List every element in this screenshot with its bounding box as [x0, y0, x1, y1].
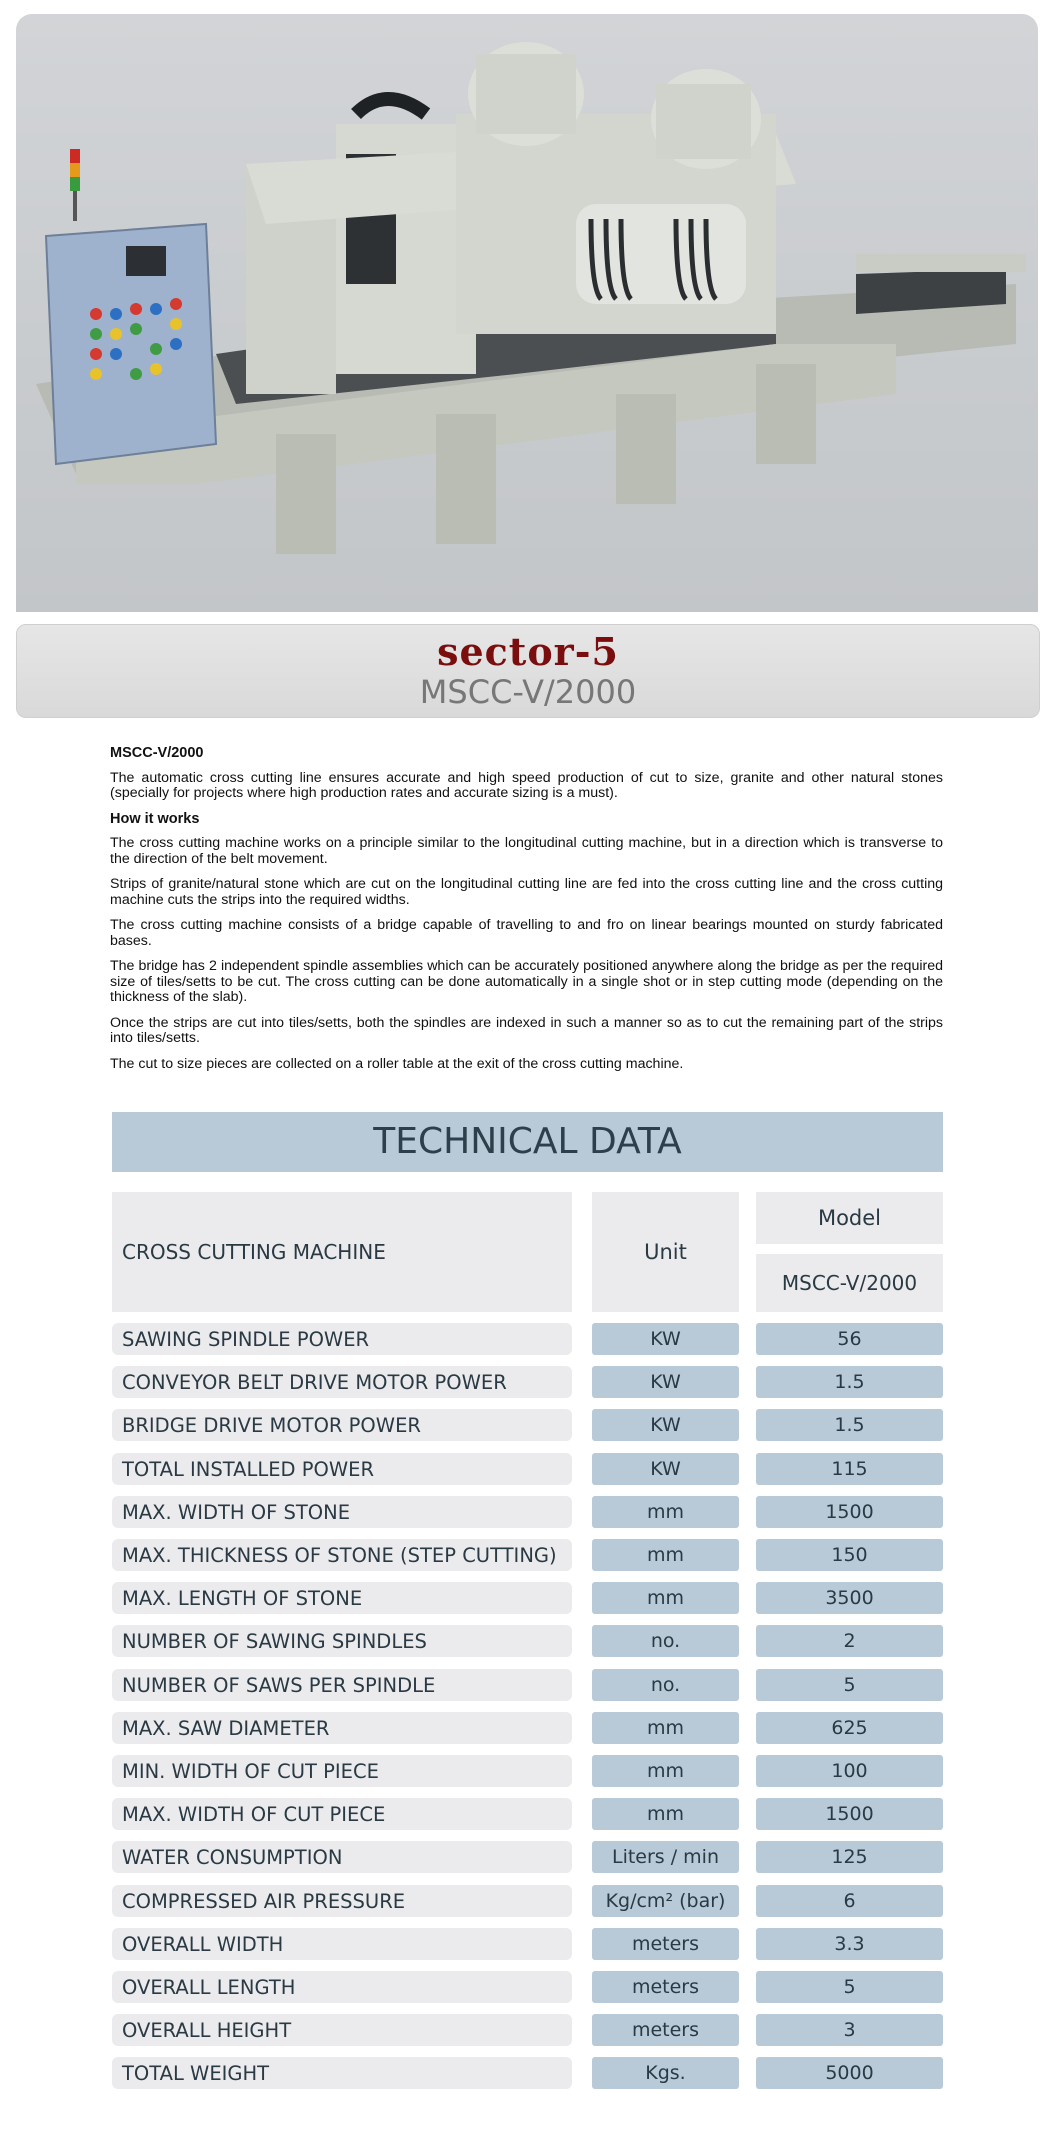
spec-value: 100	[756, 1755, 943, 1787]
spec-unit: meters	[592, 2014, 739, 2046]
spec-value: 1500	[756, 1798, 943, 1830]
spec-value: 125	[756, 1841, 943, 1873]
spec-unit: KW	[592, 1409, 739, 1441]
spec-unit: meters	[592, 1971, 739, 2003]
spec-label: OVERALL WIDTH	[112, 1928, 572, 1960]
machine-photo	[16, 14, 1038, 612]
spec-unit: mm	[592, 1712, 739, 1744]
spec-unit: Kg/cm² (bar)	[592, 1885, 739, 1917]
spec-label: NUMBER OF SAWS PER SPINDLE	[112, 1669, 572, 1701]
spec-value: 6	[756, 1885, 943, 1917]
spec-value: 5	[756, 1669, 943, 1701]
description-paragraph: The cut to size pieces are collected on a roller table at the exit of the cross cutting machine.	[110, 1055, 684, 1072]
spec-label: OVERALL LENGTH	[112, 1971, 572, 2003]
model-header: Model	[756, 1192, 943, 1244]
spec-unit: mm	[592, 1539, 739, 1571]
description-paragraph: The cross cutting machine works on a principle similar to the longitudinal cutting machine, but in a direction which is transverse to the direction of the belt movement.	[110, 835, 943, 867]
spec-unit: KW	[592, 1323, 739, 1355]
spec-label: MIN. WIDTH OF CUT PIECE	[112, 1755, 572, 1787]
spec-unit: no.	[592, 1625, 739, 1657]
description-heading: MSCC-V/2000	[110, 745, 204, 761]
spec-unit: Liters / min	[592, 1841, 739, 1873]
spec-label: SAWING SPINDLE POWER	[112, 1323, 572, 1355]
spec-value: 3	[756, 2014, 943, 2046]
spec-value: 5000	[756, 2057, 943, 2089]
spec-value: 1500	[756, 1496, 943, 1528]
spec-value: 150	[756, 1539, 943, 1571]
spec-value: 3500	[756, 1582, 943, 1614]
spec-label: MAX. WIDTH OF STONE	[112, 1496, 572, 1528]
technical-data-title: TECHNICAL DATA	[112, 1112, 943, 1172]
spec-unit: no.	[592, 1669, 739, 1701]
spec-unit: KW	[592, 1453, 739, 1485]
description-paragraph: Strips of granite/natural stone which are cut on the longitudinal cutting line are fed into the cross cutting line and the cross cutting machine cuts the strips into the required widths.	[110, 876, 943, 908]
spec-value: 1.5	[756, 1366, 943, 1398]
spec-label: OVERALL HEIGHT	[112, 2014, 572, 2046]
brand-name: sector-5	[437, 629, 619, 674]
spec-value: 625	[756, 1712, 943, 1744]
description-paragraph: The cross cutting machine consists of a bridge capable of travelling to and fro on linear bearings mounted on sturdy fabricated bases.	[110, 917, 943, 949]
spec-label: COMPRESSED AIR PRESSURE	[112, 1885, 572, 1917]
spec-unit: mm	[592, 1496, 739, 1528]
spec-label: MAX. SAW DIAMETER	[112, 1712, 572, 1744]
how-it-works-heading: How it works	[110, 810, 200, 827]
spec-value: 5	[756, 1971, 943, 2003]
product-banner	[16, 624, 1040, 718]
spec-label: MAX. THICKNESS OF STONE (STEP CUTTING)	[112, 1539, 572, 1571]
spec-label: TOTAL WEIGHT	[112, 2057, 572, 2089]
spec-unit: meters	[592, 1928, 739, 1960]
spec-label: MAX. LENGTH OF STONE	[112, 1582, 572, 1614]
spec-label: BRIDGE DRIVE MOTOR POWER	[112, 1409, 572, 1441]
model-name-header: MSCC-V/2000	[756, 1254, 943, 1312]
spec-value: 56	[756, 1323, 943, 1355]
description-paragraph: The bridge has 2 independent spindle assemblies which can be accurately positioned anywhere along the bridge as per the required size of tiles/setts to be cut. The cross cutting can be done automatically in a single shot or in step cutting mode (depending on the thickness of the slab).	[110, 958, 943, 1005]
spec-unit: mm	[592, 1798, 739, 1830]
machine-type-header: CROSS CUTTING MACHINE	[112, 1192, 572, 1312]
spec-value: 115	[756, 1453, 943, 1485]
spec-unit: mm	[592, 1755, 739, 1787]
spec-label: MAX. WIDTH OF CUT PIECE	[112, 1798, 572, 1830]
spec-unit: Kgs.	[592, 2057, 739, 2089]
spec-label: TOTAL INSTALLED POWER	[112, 1453, 572, 1485]
spec-value: 1.5	[756, 1409, 943, 1441]
product-description	[110, 746, 943, 1082]
spec-label: WATER CONSUMPTION	[112, 1841, 572, 1873]
spec-value: 3.3	[756, 1928, 943, 1960]
spec-unit: mm	[592, 1582, 739, 1614]
unit-header: Unit	[592, 1192, 739, 1312]
cross-cutting-machine-illustration	[16, 14, 1038, 612]
spec-label: CONVEYOR BELT DRIVE MOTOR POWER	[112, 1366, 572, 1398]
spec-unit: KW	[592, 1366, 739, 1398]
spec-value: 2	[756, 1625, 943, 1657]
model-title: MSCC-V/2000	[419, 673, 637, 711]
spec-label: NUMBER OF SAWING SPINDLES	[112, 1625, 572, 1657]
description-intro: The automatic cross cutting line ensures accurate and high speed production of cut to size, granite and other natural stones (specially for projects where high production rates and accurate sizing is a must).	[110, 769, 943, 801]
description-paragraph: Once the strips are cut into tiles/setts, both the spindles are indexed in such a manner so as to cut the remaining part of the strips into tiles/setts.	[110, 1014, 943, 1046]
